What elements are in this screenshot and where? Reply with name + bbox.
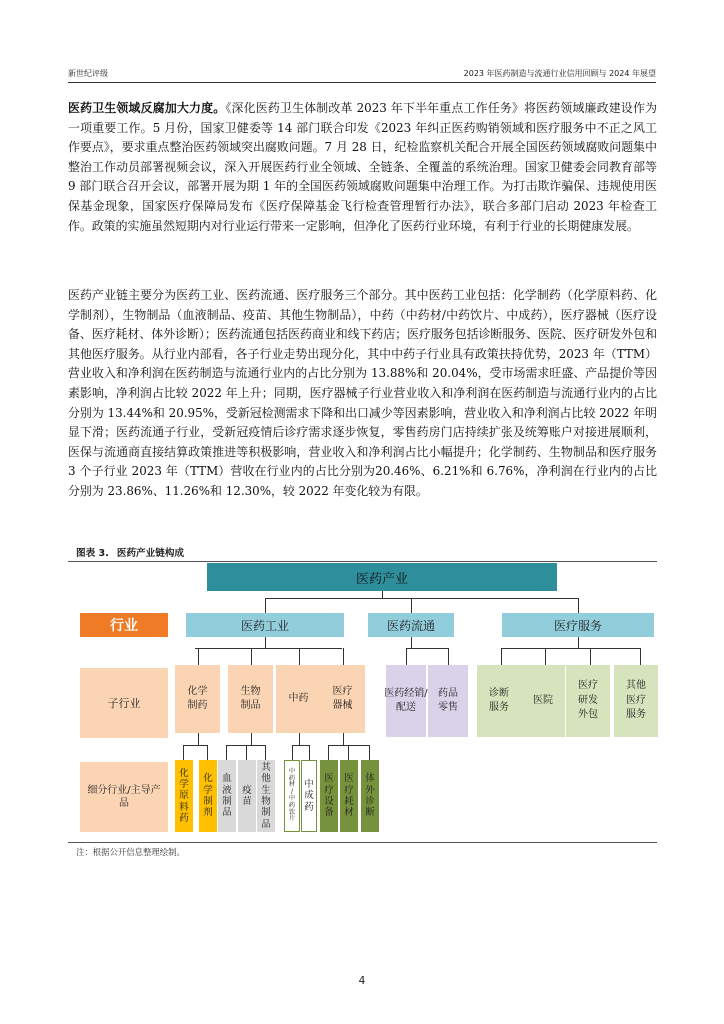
connector-line [578, 637, 579, 648]
paragraph1-line: 域腐败问题集中整治工作动员部署视频会议，深入开展医药行业全领域、全链条、全覆盖的系统治理。国 [68, 140, 657, 174]
page-number: 4 [358, 975, 366, 987]
paragraph-industry-chain [68, 286, 657, 502]
subsub-device-0: 医 疗 设 备 [320, 760, 338, 832]
connector-line [343, 733, 344, 745]
figure-bottom-rule [68, 842, 657, 843]
paragraph2-line: 有限。 [392, 483, 428, 498]
connector-line [382, 591, 383, 598]
connector-line [265, 745, 266, 760]
paragraph1-line: 家卫健委会同教育部等 9 部门联合召开会议，部署开展为期 1 年的全国医药领域腐败问题集中治理工作。 [68, 159, 657, 194]
connector-line [411, 637, 412, 648]
subsub-chemical-0: 化 学 原 料 药 [175, 760, 193, 832]
connector-line [328, 745, 329, 760]
paragraph-lead-bold: 医药卫生领域反腐加大力度。 [68, 101, 226, 115]
subsub-device-2: 体 外 诊 断 [361, 760, 379, 832]
top-node-pharma-industry: 医药产业 [207, 563, 557, 591]
connector-line [251, 648, 252, 665]
connector-line [328, 745, 370, 746]
row-label-sub-sub: 细分行业/主导产品 [80, 762, 168, 832]
connector-line [640, 648, 641, 665]
paragraph1-line: 正之风工作要点》，要求重点整治医药领域突出腐败问题。7 月 28 日，纪检监察机关配合开展全国医药领 [68, 120, 657, 155]
paragraph2-line: 器械（医疗设备、医疗耗材、体外诊断）；医药流通包括医药商业和线下药店；医疗服务包括诊断服务、医 [68, 307, 657, 342]
connector-line [251, 733, 252, 745]
paragraph2-line: 20.46%、6.21%和 6.76%，净利润在行业内的占比分别为 23.86%、11.26%和 12.30%，较 2022 年变化较为 [68, 464, 657, 498]
connector-line [207, 745, 208, 760]
connector-line [299, 733, 300, 745]
connector-line [406, 648, 407, 665]
sub-medical-devices: 医疗 器械 [320, 665, 365, 733]
connector-line [226, 745, 227, 760]
paragraph1-line: 为打击欺诈骗保、违规使用医保基金现象，国家医疗保障局发布《医疗保障基金飞行检查管理暂行办法》， [68, 179, 657, 213]
figure-caption [76, 545, 192, 559]
connector-line [198, 733, 199, 745]
industry-pharma-circulation: 医药流通 [368, 613, 454, 637]
sub-diagnosis: 诊断 服务 [477, 665, 521, 737]
row-label-sub-industry: 子行业 [80, 668, 168, 738]
paragraph1-line: 《深化医药卫生体制改革 2023 年下半年重点工作任务》将医药领域廉政建设 [225, 101, 633, 115]
figure-note: 注：根据公开信息整理绘制。 [76, 847, 185, 857]
figure-number: 图表 3. [76, 548, 109, 559]
paragraph1-line: 联合多部门启动 2023 年检查工作。政策的实施虽然短期内对行业运行带来一定影响，但净化了医药行业 [68, 198, 657, 233]
sub-biological-products: 生物 制品 [228, 665, 273, 733]
connector-line [590, 648, 591, 665]
connector-line [448, 648, 449, 665]
subsub-bio-0: 血 液 制 品 [218, 760, 236, 832]
connector-line [183, 745, 184, 760]
sub-hospital: 医院 [521, 665, 565, 737]
connector-line [292, 745, 310, 746]
connector-line [309, 745, 310, 760]
paragraph2-line: 院、医疗研发外包和其他医疗服务。从行业内部看，各子行业走势出现分化，其中中药子行业具有政策扶 [68, 327, 657, 361]
connector-line [348, 745, 349, 760]
connector-line [265, 637, 266, 648]
connector-line [198, 648, 199, 665]
connector-line [292, 745, 293, 760]
sub-chemical-pharma: 化学 制药 [175, 665, 220, 733]
paragraph2-line: 药、化学制剂），生物制品（血液制品、疫苗、其他生物制品），中药（中药材/中药饮片、中成药），医疗 [68, 288, 657, 322]
connector-line [545, 648, 546, 665]
figure-top-rule [68, 561, 657, 562]
sub-cro: 医疗 研发 外包 [566, 665, 610, 737]
paragraph2-line: 门店持续扩张及统筹账户对接进展顺利，医保与流通商直接结算政策推进等积极影响，营业收入和净利润 [68, 425, 657, 459]
sub-distribution: 医药经销/ 配送 [386, 665, 426, 737]
connector-line [406, 648, 448, 649]
connector-line [501, 648, 640, 649]
header-right: 2023 年医药制造与流通行业信用回顾与 2024 年展望 [463, 69, 656, 78]
paragraph1-line: 环境，有利于行业的长期健康发展。 [448, 218, 639, 233]
paragraph-anticorruption [68, 99, 657, 236]
subsub-bio-1: 疫 苗 [238, 760, 256, 832]
subsub-device-1: 医 疗 耗 材 [340, 760, 358, 832]
subsub-tcm-1: 中 成 药 [301, 760, 317, 832]
connector-line [343, 648, 344, 665]
header-left: 新世纪评级 [68, 69, 108, 78]
paragraph2-line: 市场需求旺盛、产品提价等因素影响，净利润占比较 2022 年上升；同期，医疗器械子行业营业收入和净利 [68, 366, 657, 400]
connector-line [369, 745, 370, 760]
connector-line [501, 648, 502, 665]
sub-drug-retail: 药品 零售 [428, 665, 468, 737]
sub-other-medical: 其他 医疗 服务 [614, 665, 658, 737]
paragraph2-line: 占比小幅提升；化学制药、生物制品和医疗服务 3 个子行业 2023 年（TTM）营收在行业内的占比分别为 [68, 444, 657, 479]
connector-line [265, 598, 578, 599]
connector-line [183, 745, 208, 746]
connector-line [246, 745, 247, 760]
industry-pharma-manufacturing: 医药工业 [186, 613, 344, 637]
connector-line [299, 648, 300, 665]
row-label-industry: 行业 [80, 613, 168, 637]
connector-line [578, 598, 579, 613]
connector-line [411, 598, 412, 613]
sub-tcm: 中药 [276, 665, 321, 733]
page-header [68, 68, 656, 83]
subsub-chemical-1: 化 学 制 剂 [199, 760, 217, 832]
figure-title: 医药产业链构成 [116, 548, 185, 559]
paragraph2-line: 持优势，2023 年（TTM）营业收入和净利润在医药制造与流通行业内的占比分别为 13.88%和 20.04%，受 [68, 346, 657, 381]
connector-line [195, 648, 342, 649]
subsub-bio-2: 其 他 生 物 制 品 [257, 760, 275, 832]
paragraph1-line: 作为一项重要工作。5 月份，国家卫健委等 14 部门联合印发《2023 年纠正医药购销领域和医疗服务中不 [68, 101, 657, 135]
subsub-tcm-0: 中 药 材 / 中 药 饮 片 [284, 760, 300, 832]
paragraph2-line: 营业收入和净利润占比较 2022 年明显下滑；医药流通子行业，受新冠疫情后诊疗需求逐步恢复，零售药房 [68, 405, 657, 440]
connector-line [265, 598, 266, 613]
industry-medical-services: 医疗服务 [502, 613, 654, 637]
paragraph2-line: 润在医药制造与流通行业内的占比分别为 13.44%和 20.95%，受新冠检测需求下降和出口减少等因素影响， [68, 385, 657, 420]
paragraph2-line: 医药产业链主要分为医药工业、医药流通、医疗服务三个部分。其中医药工业包括：化学制药（化学原料 [68, 288, 622, 302]
